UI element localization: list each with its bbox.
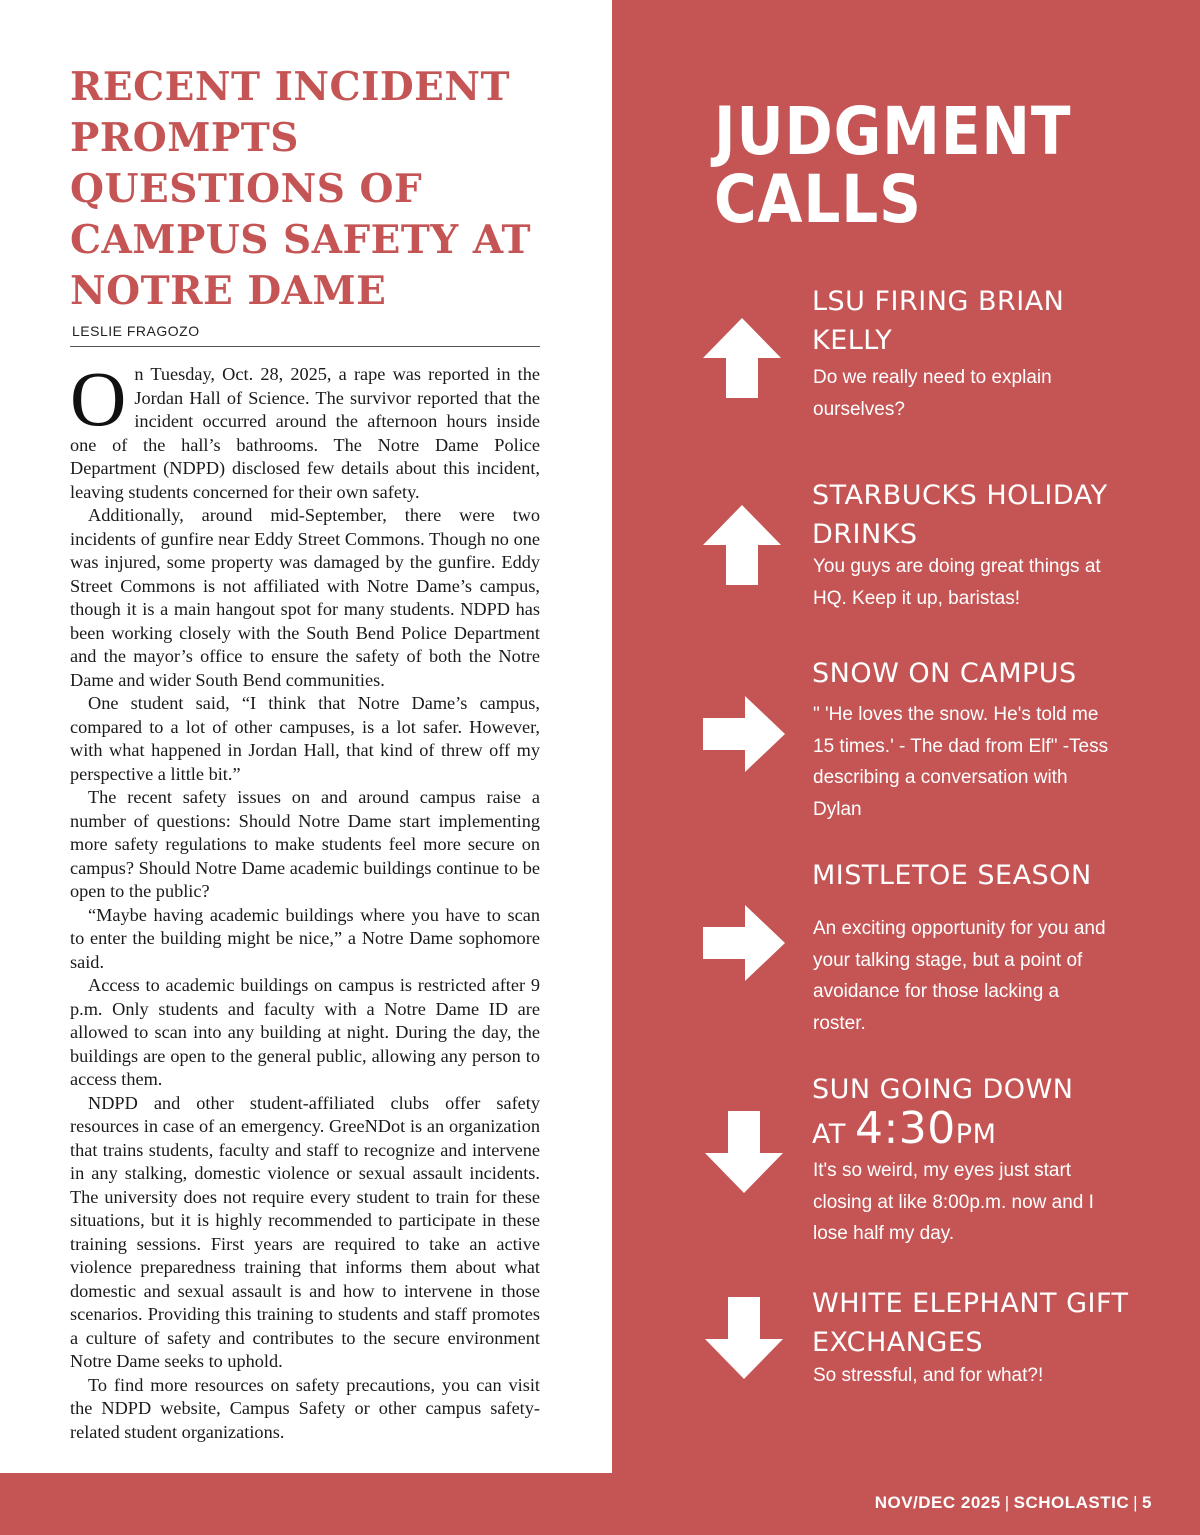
article-byline: LESLIE FRAGOZO xyxy=(72,323,200,339)
article-paragraph: One student said, “I think that Notre Dame’s campus, compared to a lot of other campuses, is a lot safer. However, with what happened in Jordan Hall, that kind of threw off my perspective a little bit.” xyxy=(70,693,540,784)
article-body xyxy=(70,355,540,1444)
judgment-calls-title: JUDGMENT CALLS xyxy=(714,93,1072,238)
article-paragraph: The recent safety issues on and around campus raise a number of questions: Should Notre Dame start implementing more safety regulations to make students feel more secure on campus? Should Notre Dame academic buildings continue to be open to the public? xyxy=(70,787,540,901)
judgment-item-title: SUN GOING DOWN AT 4:30PM xyxy=(812,1074,1074,1154)
judgment-item-body: " 'He loves the snow. He's told me 15 times.' - The dad from Elf" -Tess describing a conversation with Dylan xyxy=(813,704,1109,820)
drop-cap: O xyxy=(70,355,127,442)
arrow-down-icon xyxy=(705,1297,783,1379)
article-paragraph: Access to academic buildings on campus is restricted after 9 p.m. Only students and faculty with a Notre Dame ID are allowed to scan into any building at night. During the day, the buildings are open to the general public, allowing any person to access them. xyxy=(70,975,540,1089)
article-paragraph: To find more resources on safety precautions, you can visit the NDPD website, Campus Safety or other campus safety-related student organizations. xyxy=(70,1374,540,1442)
article-paragraph: Additionally, around mid-September, there were two incidents of gunfire near Eddy Street Commons. Though no one was injured, some property was damaged by the gunfire. Eddy Street Commons is not affiliated with Notre Dame’s campus, though it is a main hangout spot for many students. NDPD has been working closely with the South Bend Police Department and the mayor’s office to ensure the safety of both the Notre Dame and wider South Bend communities. xyxy=(70,505,540,690)
judgment-item-title: WHITE ELEPHANT GIFT EXCHANGES xyxy=(812,1288,1129,1358)
arrow-up-icon xyxy=(703,505,781,585)
footer-page-number: 5 xyxy=(1142,1493,1152,1512)
footer-publication: SCHOLASTIC xyxy=(1013,1493,1130,1512)
footer-folio: NOV/DEC 2025 | SCHOLASTIC | 5 xyxy=(874,1493,1152,1512)
article-headline: RECENT INCIDENT PROMPTS QUESTIONS OF CAMPUS SAFETY AT NOTRE DAME xyxy=(70,64,531,314)
arrow-down-icon xyxy=(705,1111,783,1193)
arrow-right-icon xyxy=(703,905,785,981)
judgment-item-body: So stressful, and for what?! xyxy=(813,1365,1044,1386)
judgment-item-body: Do we really need to explain ourselves? xyxy=(813,367,1052,420)
time-highlight: 4:30 xyxy=(854,1103,956,1154)
judgment-item-title: MISTLETOE SEASON xyxy=(812,860,1092,891)
arrow-up-icon xyxy=(703,318,781,398)
page-footer xyxy=(0,1473,1200,1535)
judgment-item-body: An exciting opportunity for you and your talking stage, but a point of avoidance for those lacking a roster. xyxy=(813,918,1106,1034)
judgment-item-title: SNOW ON CAMPUS xyxy=(812,658,1077,689)
article-paragraph: NDPD and other student-affiliated clubs offer safety resources in case of an emergency. GreeNDot is an organization that trains students, faculty and staff to recognize and intervene in any stalking, domestic violence or sexual assault incidents. The university does not require every student to train for these situations, but it is highly recommended to participate in these training sessions. First years are required to take an active violence preparedness training that informs them about what domestic and sexual assault is and how to intervene in those scenarios. Providing this training to students and staff promotes a culture of safety and contributes to the secure environment Notre Dame seeks to uphold. xyxy=(70,1092,540,1371)
judgment-item-body: You guys are doing great things at HQ. Keep it up, baristas! xyxy=(813,556,1101,609)
article-paragraph: “Maybe having academic buildings where you have to scan to enter the building might be nice,” a Notre Dame sophomore said. xyxy=(70,904,540,972)
judgment-item-title: LSU FIRING BRIAN KELLY xyxy=(812,286,1065,356)
arrow-right-icon xyxy=(703,696,785,772)
byline-divider xyxy=(70,346,540,347)
article-paragraph: On Tuesday, Oct. 28, 2025, a rape was reported in the Jordan Hall of Science. The survivor reported that the incident occurred around the afternoon hours inside one of the hall’s bathrooms. The Notre Dame Police Department (NDPD) disclosed few details about this incident, leaving students concerned for their own safety. xyxy=(70,355,540,502)
judgment-item-title: STARBUCKS HOLIDAY DRINKS xyxy=(812,480,1108,550)
judgment-item-body: It's so weird, my eyes just start closing at like 8:00p.m. now and I lose half my day. xyxy=(813,1160,1094,1244)
footer-issue: NOV/DEC 2025 xyxy=(874,1493,1001,1512)
